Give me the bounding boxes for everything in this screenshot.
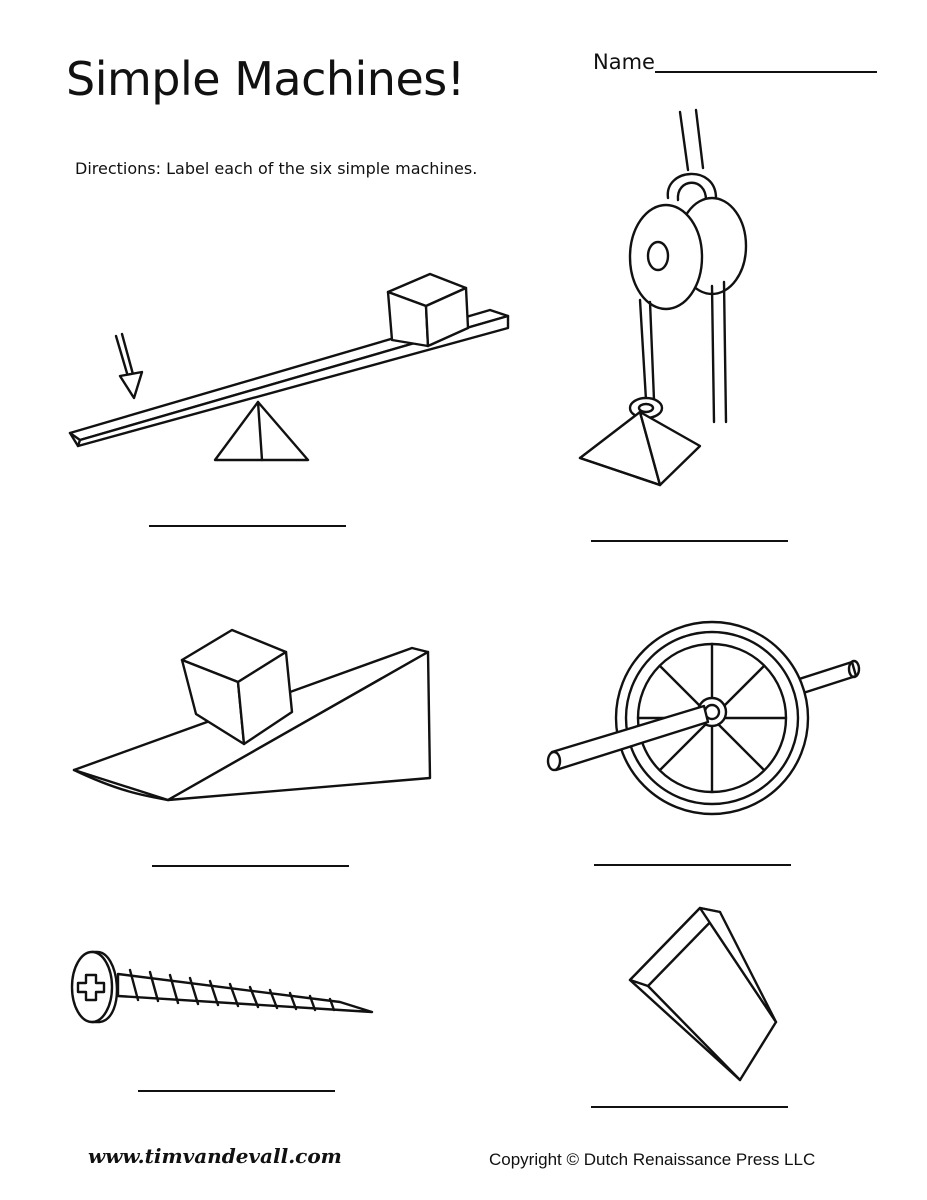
answer-line-lever[interactable] bbox=[149, 525, 346, 527]
name-field-line[interactable] bbox=[655, 71, 877, 73]
footer-copyright: Copyright © Dutch Renaissance Press LLC bbox=[489, 1150, 816, 1169]
name-label: Name bbox=[593, 50, 655, 74]
footer-website: www.timvandevall.com bbox=[88, 1144, 342, 1168]
answer-line-pulley[interactable] bbox=[591, 540, 788, 542]
answer-line-inclined-plane[interactable] bbox=[152, 865, 349, 867]
answer-line-wheel-and-axle[interactable] bbox=[594, 864, 791, 866]
page-title: Simple Machines! bbox=[66, 52, 465, 106]
answer-line-screw[interactable] bbox=[138, 1090, 335, 1092]
answer-line-wedge[interactable] bbox=[591, 1106, 788, 1108]
directions-text: Directions: Label each of the six simple machines. bbox=[75, 159, 478, 178]
